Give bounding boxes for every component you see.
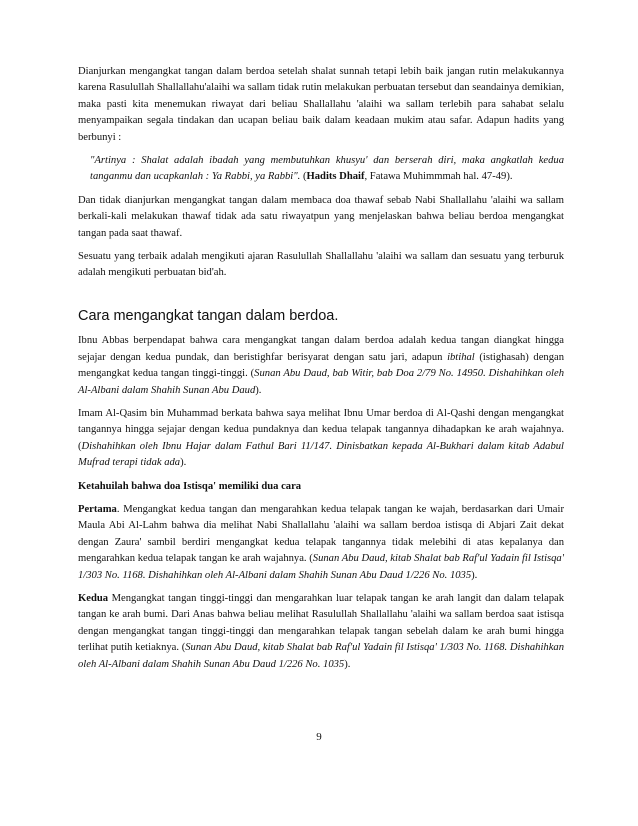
paragraph-5 <box>78 406 564 472</box>
paragraph-6 <box>78 502 564 584</box>
paragraph-7-c: ). <box>344 658 351 670</box>
paragraph-3 <box>78 249 564 282</box>
hadith-grade: Hadits Dhaif <box>306 171 365 183</box>
paragraph-1-text: Dianjurkan mengangkat tangan dalam berdoa setelah shalat sunnah tetapi lebih baik jangan rutin melakukannya karena Rasulullah Shallallahu'alaihi wa sallam tidak rutin melakukan perbuatan tersebut dan seandainya demikian, maka pasti kita menemukan riwayat dari beliau Shallallahu 'alaihi wa sallam terlebih para sahabat selalu menyampaikan segala tindakan dan ucapan beliau baik dalam keadaan mukim atau safar. Adapun hadits yang berbunyi : <box>78 66 564 143</box>
subheading-text: Ketahuilah bahwa doa Istisqa' memiliki dua cara <box>78 480 302 492</box>
paragraph-6-c: ). <box>471 569 478 581</box>
paragraph-2 <box>78 193 564 242</box>
paragraph-6-citation: Sunan Abu Daud, kitab Shalat bab Raf'ul Yadain fil Istisqa' 1/303 No. 1168. Dishahihkan oleh Al-Albani dalam Shahih Sunan Abu Daud 1/226 No. 1035 <box>78 553 564 581</box>
paragraph-4-citation: Sunan Abu Daud, bab Witir, bab Doa 2/79 No. 14950. Dishahihkan oleh Al-Albani dalam Shahih Sunan Abu Daud <box>78 368 564 396</box>
paragraph-4-a: Ibnu Abbas berpendapat bahwa cara mengangkat tangan dalam berdoa adalah kedua tangan diangkat hingga sejajar dengan kedua pundak, dan beristighfar berisyarat dengan satu jari, adapun <box>78 335 564 363</box>
paragraph-4-term: ibtihal <box>447 351 475 363</box>
paragraph-3-text: Sesuatu yang terbaik adalah mengikuti ajaran Rasulullah Shallallahu 'alaihi wa sallam dan sesuatu yang terburuk adalah mengikuti perbuatan bid'ah. <box>78 251 564 279</box>
subheading <box>78 479 564 495</box>
section-heading-text: Cara mengangkat tangan dalam berdoa <box>78 307 335 324</box>
paragraph-2-text: Dan tidak dianjurkan mengangkat tangan dalam membaca doa thawaf sebab Nabi Shallallahu 'alaihi wa sallam berkali-kali melakukan thawaf tidak ada satu riwayatpun yang menjelaskan bahwa beliau berdoa mengangkat tangan pada saat thawaf. <box>78 194 564 239</box>
paragraph-1 <box>78 64 564 146</box>
paragraph-7-a: Mengangkat tangan tinggi-tinggi dan mengarahkan luar telapak tangan ke arah langit dan dalam telapak tangan ke arah bumi. Dari Anas bahwa beliau melihat Rasulullah Shallallahu 'alaihi wa sallam berdoa saat istisqa dengan mengangkat tangan tinggi-tinggi dan mengarahkan telapak tangan sebelah dalam ke arah bumi hingga terlihat putih ketiaknya. ( <box>78 592 564 654</box>
paragraph-5-a: Imam Al-Qasim bin Muhammad berkata bahwa saya melihat Ibnu Umar berdoa di Al-Qashi dengan mengangkat tangannya hingga sejajar dengan kedua pundaknya dan kedua telapak tangannya dihadapkan ke arah wajahnya. ( <box>78 407 564 452</box>
section-heading-dot: . <box>334 307 339 324</box>
paragraph-4 <box>78 333 564 399</box>
hadith-source: , Fatawa Muhimmmah hal. 47-49). <box>364 171 513 183</box>
hadith-quote-text: "Artinya : Shalat adalah ibadah yang membutuhkan khusyu' dan berserah diri, maka angkatlah kedua tanganmu dan ucapkanlah : Ya Rabbi, ya Rabbi". <box>90 155 564 183</box>
paragraph-7-citation: Sunan Abu Daud, kitab Shalat bab Raf'ul Yadain fil Istisqa' 1/303 No. 1168. Dishahihkan oleh Al-Albani dalam Shahih Sunan Abu Daud 1/226 No. 1035 <box>78 642 564 670</box>
paragraph-7 <box>78 591 564 673</box>
paragraph-5-citation: Dishahihkan oleh Ibnu Hajar dalam Fathul Bari 11/147. Dinisbatkan kepada Al-Bukhari dalam kitab Adabul Mufrad terapi tidak ada <box>78 440 564 469</box>
paragraph-7-label: Kedua <box>78 592 109 604</box>
paragraph-4-c: (istighasah) dengan mengangkat kedua tangan tinggi-tinggi. ( <box>78 351 564 380</box>
paragraph-6-a: . Mengangkat kedua tangan dan mengarahkan kedua telapak tangan ke wajah, berdasarkan dari Umair Maula Abi Al-Lahm bahwa dia melihat Nabi Shallallahu 'alaihi wa sallam berdoa istisqa di Abjari Zait dekat dengan Zaura' sambil berdiri mengangkat kedua telapak tangannya tidak melebihi di atas kepalanya dan mengarahkan kedua telapak tangan ke arah wajahnya. ( <box>78 503 564 565</box>
paragraph-4-e: ). <box>255 384 262 396</box>
page-number: 9 <box>316 731 322 743</box>
hadith-quote-paren: ( <box>300 171 307 183</box>
paragraph-5-c: ). <box>180 457 187 469</box>
hadith-quote <box>90 153 564 186</box>
paragraph-6-label: Pertama <box>78 503 117 515</box>
document-body <box>78 64 564 680</box>
section-heading <box>78 308 564 324</box>
